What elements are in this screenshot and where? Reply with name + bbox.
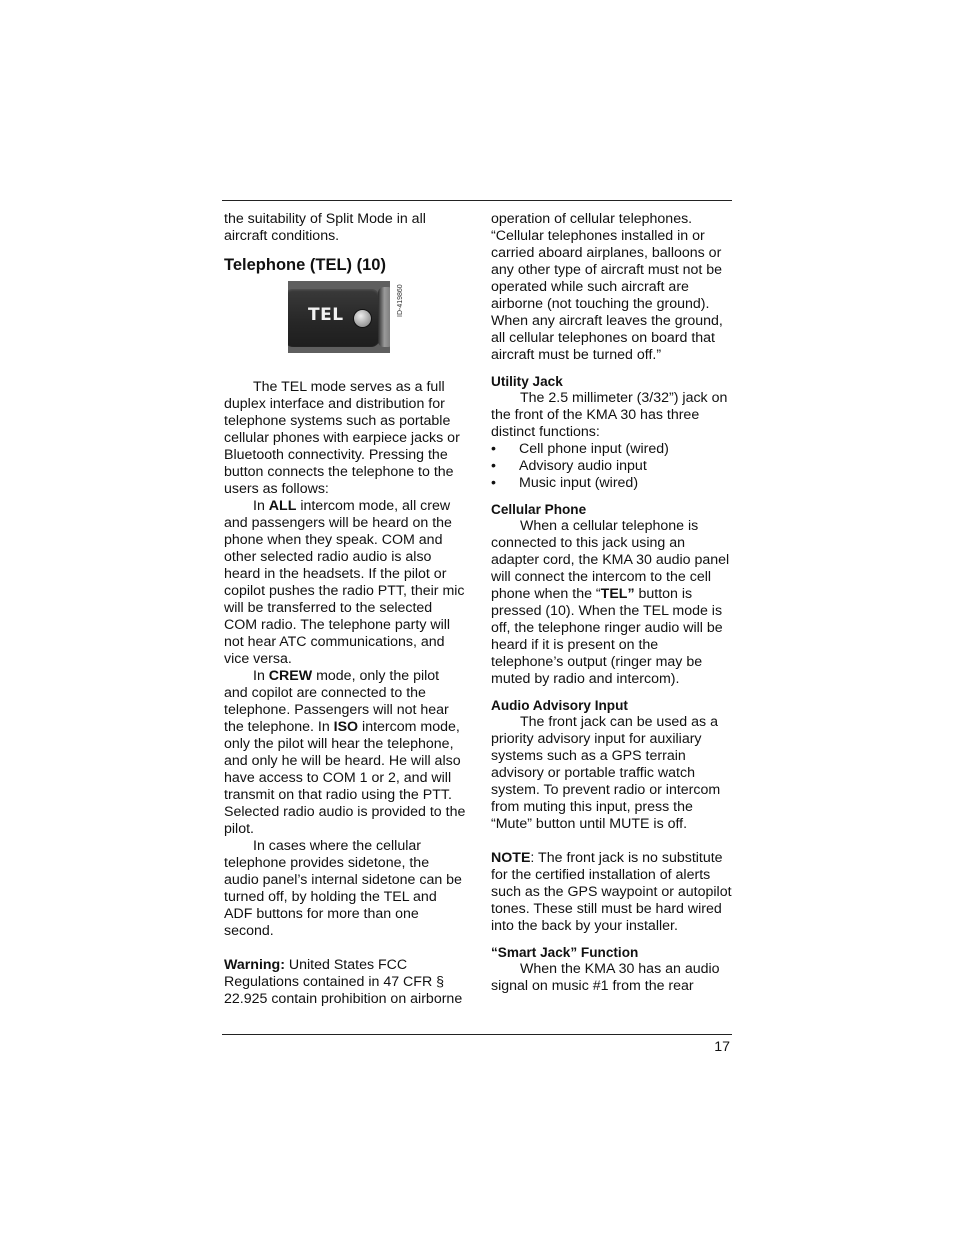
tel-button-figure: [288, 281, 408, 355]
smart-jack-heading: “Smart Jack” Function: [491, 945, 639, 960]
sidetone-paragraph: In cases where the cellular telephone provides sidetone, the audio panel’s internal sidetone can be turned off, by holding the TEL and ADF buttons for more than one second.: [224, 838, 462, 939]
utility-jack-text: The 2.5 millimeter (3/32”) jack on the front of the KMA 30 has three distinct functions:: [491, 390, 728, 440]
tel-button-photo: [288, 281, 390, 353]
cellular-phone-heading: Cellular Phone: [491, 502, 587, 517]
bullet-icon: •: [491, 441, 496, 457]
list-item: • Advisory audio input: [491, 458, 647, 474]
tel-led-icon: [354, 310, 371, 327]
footer-rule: [222, 1034, 732, 1035]
list-item: • Cell phone input (wired): [491, 441, 669, 457]
all-mode-paragraph: In ALL intercom mode, all crew and passengers will be heard on the phone when they speak. COM and other selected radio audio is also heard in the headsets. If the pilot or copilot pushes the radio PTT, their mic will be transferred to the selected COM radio. The telephone party will not hear ATC communications, and vice versa.: [224, 498, 465, 667]
list-item: • Music input (wired): [491, 475, 639, 491]
warning-paragraph: Warning: United States FCC Regulations contained in 47 CFR § 22.925 contain prohibition on airborne: [224, 957, 463, 1007]
smart-jack-text: When the KMA 30 has an audio signal on music #1 from the rear: [491, 961, 720, 994]
bullet-icon: •: [491, 458, 496, 474]
left-column: [224, 211, 466, 1008]
tel-button-label: TEL: [308, 305, 344, 325]
utility-jack-heading: Utility Jack: [491, 374, 563, 389]
crew-iso-paragraph: In CREW mode, only the pilot and copilot are connected to the telephone. Passengers will not hear the telephone. In ISO intercom mode, only the pilot will hear the telephone, and only he will be heard. He will also have access to COM 1 or 2, and will transmit on that radio using the PTT. Selected radio audio is provided to the pilot.: [224, 668, 466, 837]
audio-advisory-text: The front jack can be used as a priority advisory input for auxiliary systems such as a GPS terrain advisory or portable traffic watch system. To prevent radio or intercom from muting this input, press the “Mute” button until MUTE is off.: [491, 714, 721, 832]
bullet-icon: •: [491, 475, 496, 491]
header-rule: [222, 200, 732, 201]
tel-mode-paragraph: The TEL mode serves as a full duplex interface and distribution for telephone systems such as portable cellular phones with earpiece jacks or Bluetooth connectivity. Pressing the button connects the telephone to the users as follows:: [224, 379, 460, 497]
audio-advisory-heading: Audio Advisory Input: [491, 698, 628, 713]
figure-id: ID-419860: [397, 284, 404, 317]
cellular-phone-text: When a cellular telephone is connected to this jack using an adapter cord, the KMA 30 audio panel will connect the intercom to the cell phone when the “TEL” button is pressed (10). When the TEL mode is off, the telephone ringer audio will be heard if it is present on the telephone’s output (ringer may be muted by radio and intercom).: [491, 518, 730, 687]
utility-functions-list: [491, 441, 733, 492]
page-number: 17: [714, 1039, 730, 1055]
fcc-continuation: operation of cellular telephones. “Cellular telephones installed in or carried aboard airplanes, balloons or any other type of aircraft must not be operated while such aircraft are airborne (not touching the ground). When any aircraft leaves the ground, all cellular telephones on board that aircraft must be turned off.”: [491, 211, 723, 363]
note-paragraph: NOTE: The front jack is no substitute for the certified installation of alerts such as the GPS waypoint or autopilot tones. These still must be hard wired into the back by your installer.: [491, 850, 732, 934]
intro-text: the suitability of Split Mode in all aircraft conditions.: [224, 211, 426, 244]
right-column: [491, 211, 733, 995]
section-heading-telephone: Telephone (TEL) (10): [224, 256, 386, 274]
